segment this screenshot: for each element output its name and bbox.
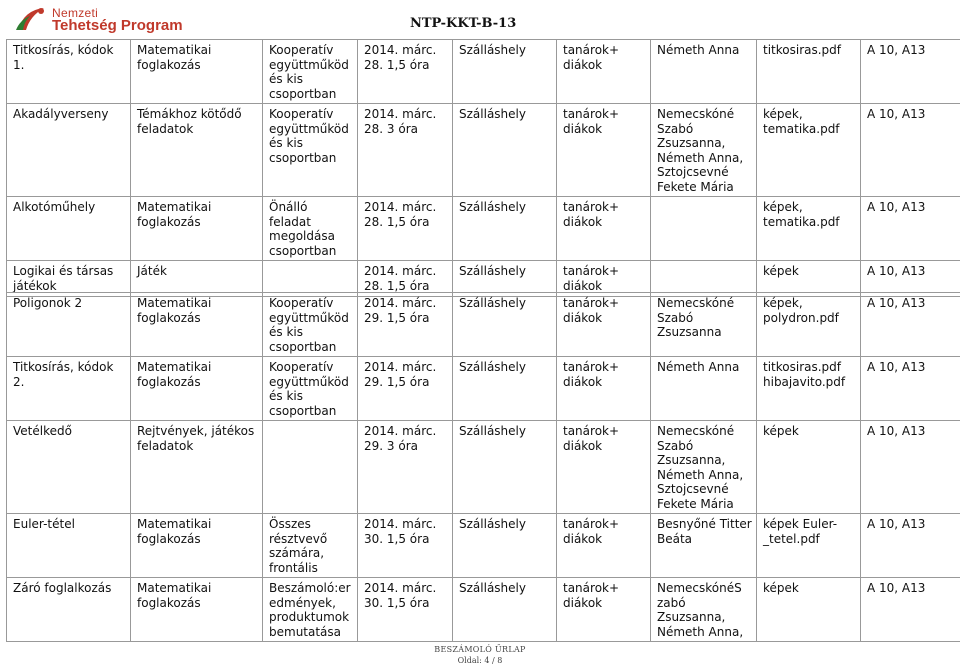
logo [14,4,183,36]
cell-method: Kooperatív együttműköd és kis csoportban [263,104,358,197]
table-row [7,197,960,261]
cell-method: Összes résztvevő számára, frontális [263,514,358,578]
cell-activity: Titkosírás, kódok 2. [7,357,131,421]
cell-participants: tanárok+ diákok [557,261,651,297]
cell-attachments: titkosiras.pdf hibajavito.pdf [757,357,861,421]
program-table-1 [6,39,960,297]
program-table-2 [6,292,960,642]
cell-responsible: NemecskónéS zabó Zsuzsanna, Németh Anna, [651,578,757,642]
cell-participants: tanárok+ diákok [557,197,651,261]
cell-code: A 10, A13 [861,578,960,642]
cell-code: A 10, A13 [861,421,960,514]
cell-participants: tanárok+ diákok [557,514,651,578]
cell-attachments: képek [757,421,861,514]
cell-date-duration: 2014. márc. 30. 1,5 óra [358,578,453,642]
cell-participants: tanárok+ diákok [557,293,651,357]
table-row [7,104,960,197]
cell-location: Szálláshely [453,514,557,578]
cell-responsible: Besnyőné Titter Beáta [651,514,757,578]
document-code: NTP-KKT-B-13 [410,16,517,31]
cell-date-duration: 2014. márc. 28. 1,5 óra [358,40,453,104]
table-row [7,40,960,104]
cell-responsible: Németh Anna [651,40,757,104]
cell-date-duration: 2014. márc. 28. 1,5 óra [358,197,453,261]
logo-emblem-icon [14,4,48,34]
cell-location: Szálláshely [453,293,557,357]
cell-method: Beszámoló:er edmények, produktumok bemutatása [263,578,358,642]
cell-activity: Záró foglalkozás [7,578,131,642]
cell-activity: Euler-tétel [7,514,131,578]
cell-responsible: Nemecskóné Szabó Zsuzsanna [651,293,757,357]
cell-participants: tanárok+ diákok [557,578,651,642]
cell-type: Matematikai foglakozás [131,357,263,421]
cell-type: Matematikai foglakozás [131,578,263,642]
cell-attachments: képek [757,261,861,297]
cell-code: A 10, A13 [861,104,960,197]
cell-location: Szálláshely [453,578,557,642]
cell-code: A 10, A13 [861,357,960,421]
cell-location: Szálláshely [453,104,557,197]
logo-text-line2: Tehetség Program [52,17,183,34]
cell-participants: tanárok+ diákok [557,357,651,421]
cell-activity: Logikai és társas játékok [7,261,131,297]
cell-attachments: képek, tematika.pdf [757,104,861,197]
footer-page-number: Oldal: 4 / 8 [457,656,503,665]
cell-attachments: képek, polydron.pdf [757,293,861,357]
cell-code: A 10, A13 [861,197,960,261]
cell-method: Kooperatív együttműköd és kis csoportban [263,357,358,421]
cell-responsible [651,197,757,261]
cell-responsible: Nemecskóné Szabó Zsuzsanna, Németh Anna, Sztojcsevné Fekete Mária [651,104,757,197]
logo-text-line1: Nemzeti [52,6,99,20]
cell-location: Szálláshely [453,357,557,421]
cell-participants: tanárok+ diákok [557,104,651,197]
cell-location: Szálláshely [453,197,557,261]
table-row [7,514,960,578]
cell-participants: tanárok+ diákok [557,421,651,514]
cell-activity: Titkosírás, kódok 1. [7,40,131,104]
cell-date-duration: 2014. márc. 29. 1,5 óra [358,293,453,357]
cell-attachments: titkosiras.pdf [757,40,861,104]
cell-responsible: Nemecskóné Szabó Zsuzsanna, Németh Anna, Sztojcsevné Fekete Mária [651,421,757,514]
cell-location: Szálláshely [453,261,557,297]
cell-responsible: Németh Anna [651,357,757,421]
cell-participants: tanárok+ diákok [557,40,651,104]
cell-type: Játék [131,261,263,297]
table-row [7,357,960,421]
cell-code: A 10, A13 [861,514,960,578]
cell-type: Matematikai foglakozás [131,40,263,104]
cell-location: Szálláshely [453,40,557,104]
cell-type: Témákhoz kötődő feladatok [131,104,263,197]
cell-activity: Poligonok 2 [7,293,131,357]
cell-activity: Akadályverseny [7,104,131,197]
cell-location: Szálláshely [453,421,557,514]
cell-type: Rejtvények, játékos feladatok [131,421,263,514]
cell-attachments: képek, tematika.pdf [757,197,861,261]
cell-method: Kooperatív együttműköd és kis csoportban [263,293,358,357]
cell-type: Matematikai foglakozás [131,514,263,578]
cell-method: Önálló feladat megoldása csoportban [263,197,358,261]
cell-activity: Alkotóműhely [7,197,131,261]
cell-attachments: képek Euler-_tetel.pdf [757,514,861,578]
cell-type: Matematikai foglakozás [131,197,263,261]
table-row [7,293,960,357]
footer-form-title: BESZÁMOLÓ ŰRLAP [434,645,526,654]
cell-method [263,421,358,514]
cell-attachments: képek [757,578,861,642]
table-row [7,421,960,514]
cell-date-duration: 2014. márc. 30. 1,5 óra [358,514,453,578]
cell-date-duration: 2014. márc. 29. 3 óra [358,421,453,514]
cell-date-duration: 2014. márc. 28. 3 óra [358,104,453,197]
cell-method: Kooperatív együttműköd és kis csoportban [263,40,358,104]
cell-date-duration: 2014. márc. 28. 1,5 óra [358,261,453,297]
table-row [7,578,960,642]
cell-code: A 10, A13 [861,40,960,104]
cell-date-duration: 2014. márc. 29. 1,5 óra [358,357,453,421]
cell-code: A 10, A13 [861,261,960,297]
cell-type: Matematikai foglakozás [131,293,263,357]
cell-code: A 10, A13 [861,293,960,357]
cell-activity: Vetélkedő [7,421,131,514]
